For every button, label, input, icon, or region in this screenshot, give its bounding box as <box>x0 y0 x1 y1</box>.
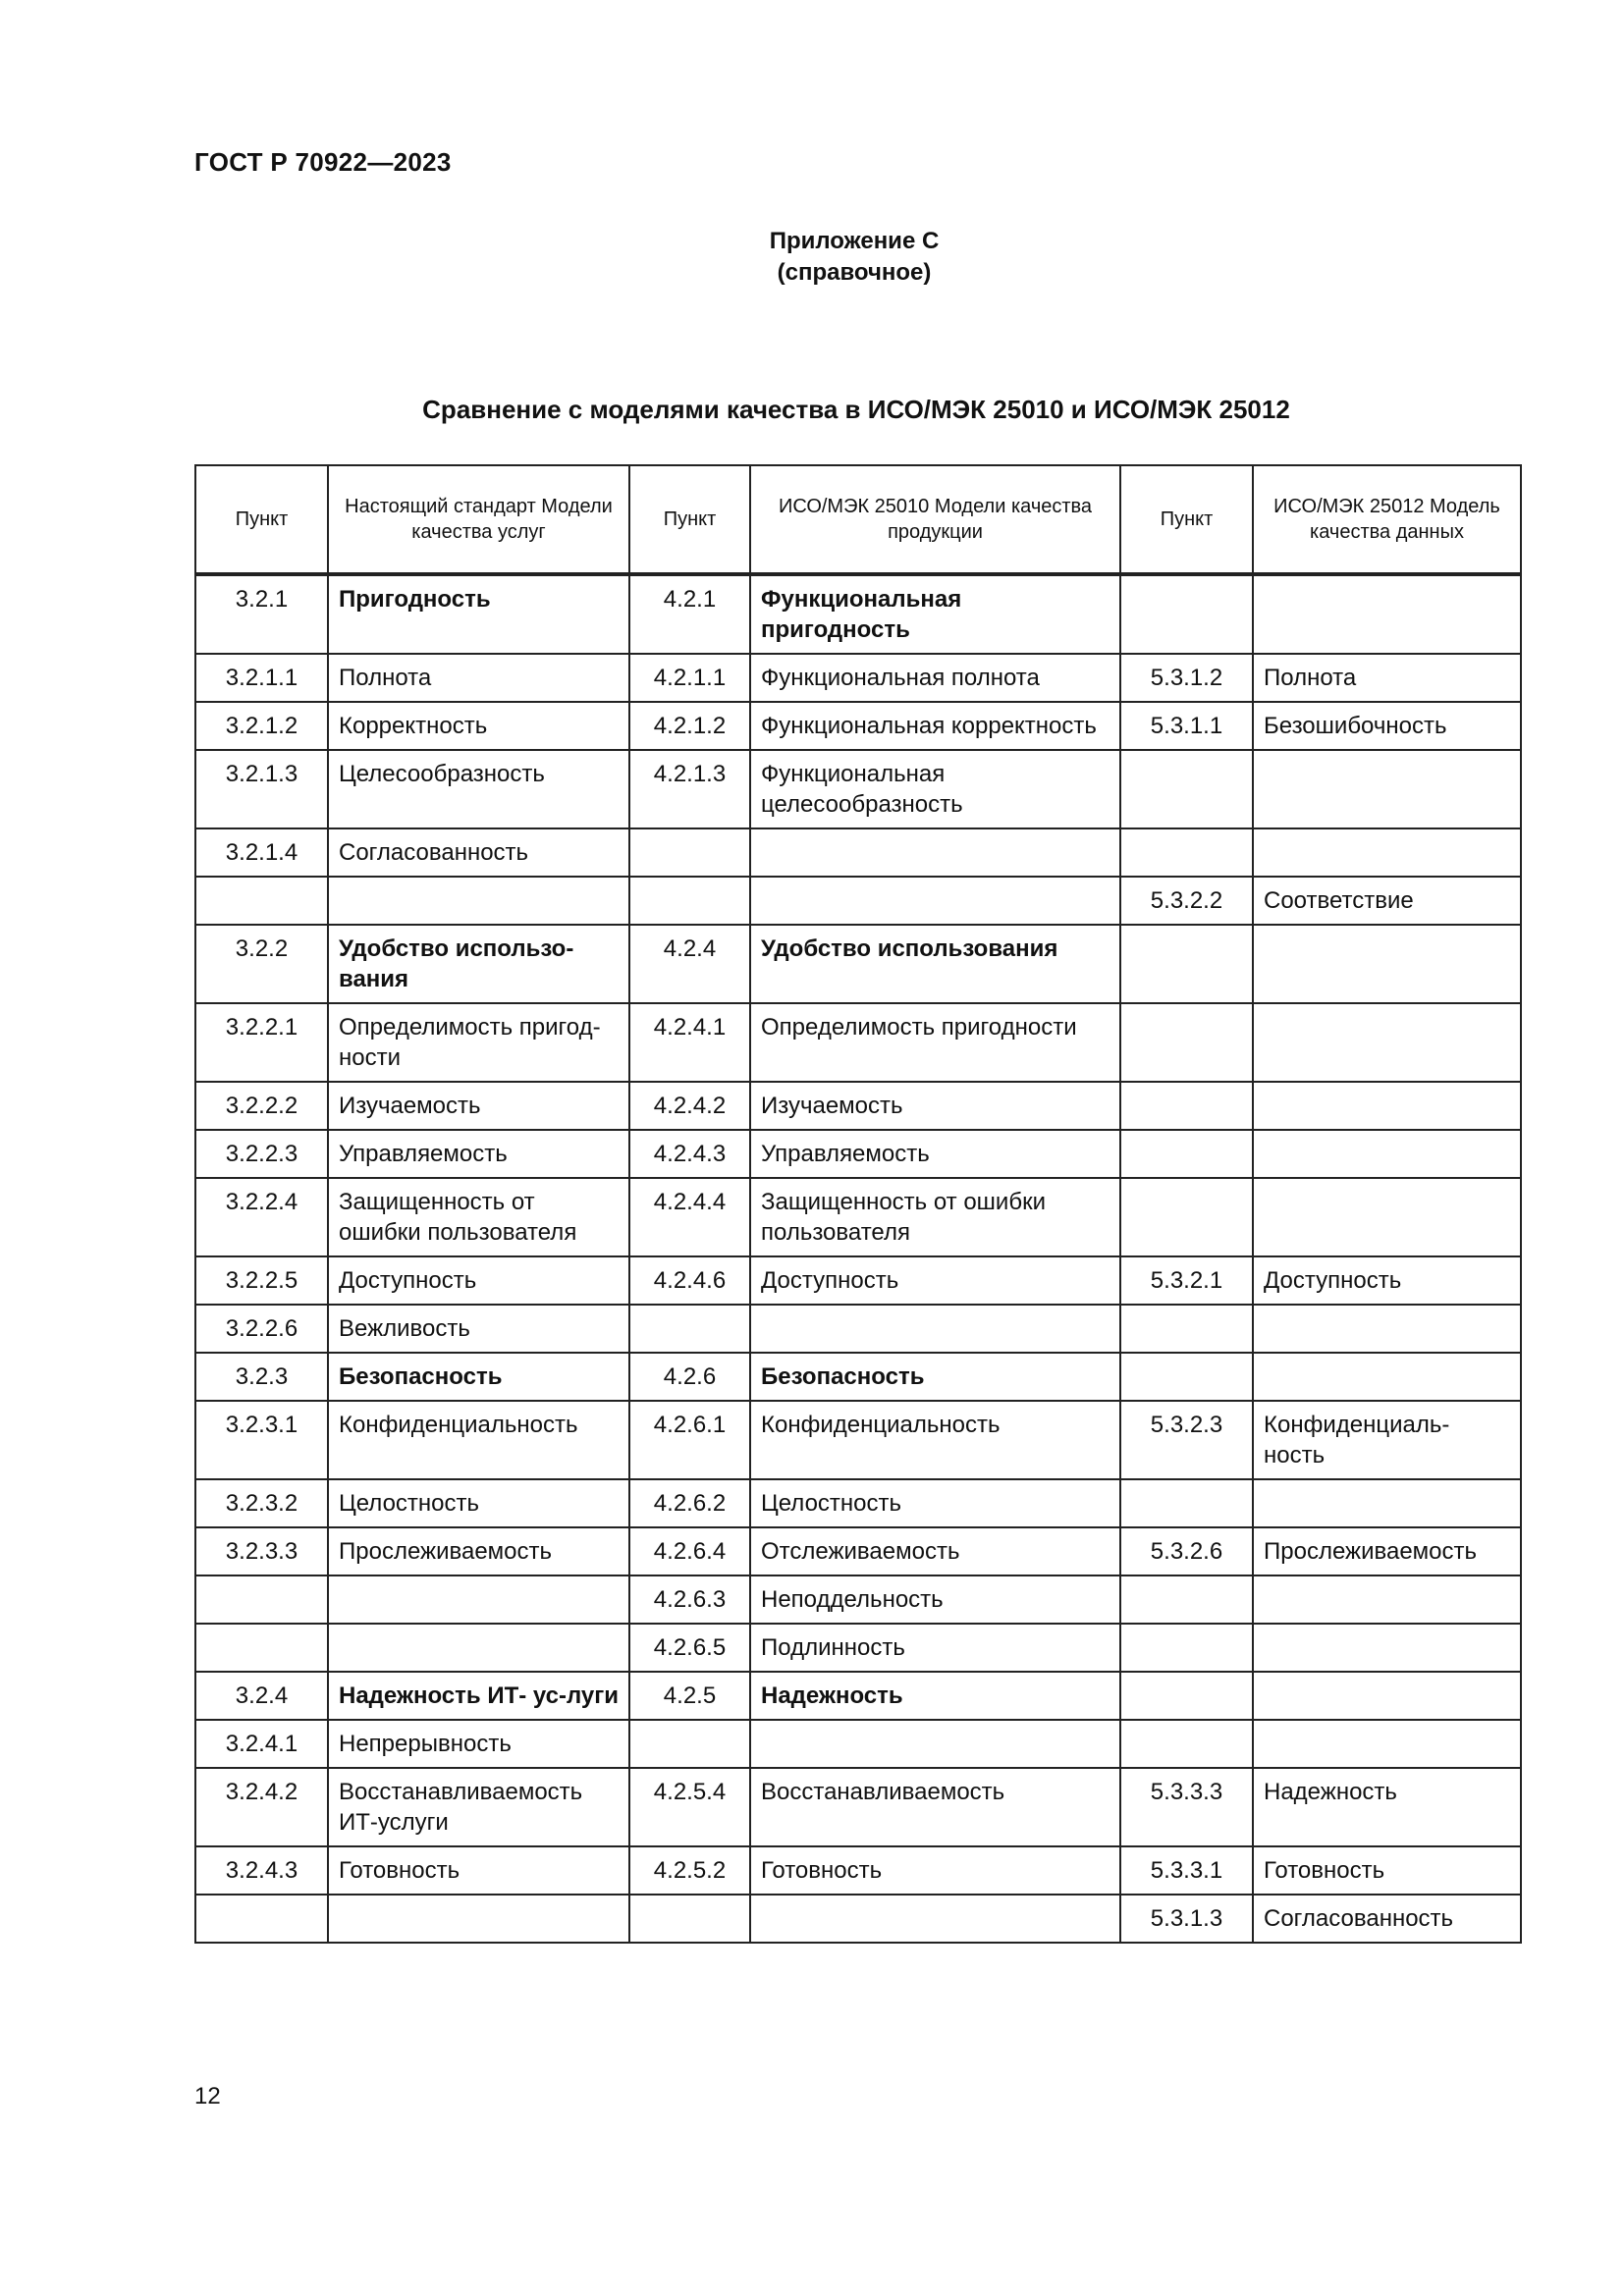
service-characteristic-cell <box>328 877 629 925</box>
clause-25012-cell <box>1120 1479 1253 1527</box>
table-row <box>195 1527 1521 1575</box>
product-characteristic-cell: Готовность <box>750 1846 1120 1895</box>
clause-25010-cell: 4.2.4.1 <box>629 1003 750 1082</box>
table-row <box>195 828 1521 877</box>
service-characteristic-cell: Пригодность <box>328 574 629 654</box>
clause-25010-cell <box>629 1305 750 1353</box>
table-body <box>195 574 1521 1943</box>
col-header-iso-25012: ИСО/МЭК 25012 Модель качества данных <box>1253 465 1521 574</box>
service-characteristic-cell <box>328 1624 629 1672</box>
data-characteristic-cell: Готовность <box>1253 1846 1521 1895</box>
clause-25012-cell: 5.3.2.2 <box>1120 877 1253 925</box>
data-characteristic-cell <box>1253 1130 1521 1178</box>
product-characteristic-cell: Определимость пригодности <box>750 1003 1120 1082</box>
product-characteristic-cell: Подлинность <box>750 1624 1120 1672</box>
data-characteristic-cell: Надежность <box>1253 1768 1521 1846</box>
clause-cell: 3.2.1 <box>195 574 328 654</box>
clause-25010-cell: 4.2.1.3 <box>629 750 750 828</box>
clause-25012-cell <box>1120 1720 1253 1768</box>
service-characteristic-cell: Согласованность <box>328 828 629 877</box>
clause-25010-cell: 4.2.4.2 <box>629 1082 750 1130</box>
clause-25010-cell: 4.2.6 <box>629 1353 750 1401</box>
clause-25012-cell <box>1120 1672 1253 1720</box>
clause-cell: 3.2.2.5 <box>195 1256 328 1305</box>
table-row <box>195 702 1521 750</box>
data-characteristic-cell <box>1253 1178 1521 1256</box>
clause-cell: 3.2.2.1 <box>195 1003 328 1082</box>
clause-25010-cell: 4.2.4 <box>629 925 750 1003</box>
clause-25012-cell <box>1120 750 1253 828</box>
product-characteristic-cell: Доступность <box>750 1256 1120 1305</box>
clause-25010-cell <box>629 877 750 925</box>
table-row <box>195 1672 1521 1720</box>
service-characteristic-cell: Восстанавливаемость ИТ-услуги <box>328 1768 629 1846</box>
table-row <box>195 1256 1521 1305</box>
table-row <box>195 1130 1521 1178</box>
clause-cell: 3.2.3.1 <box>195 1401 328 1479</box>
appendix-subtitle: (справочное) <box>777 259 932 286</box>
service-characteristic-cell: Целесообразность <box>328 750 629 828</box>
clause-cell: 3.2.1.2 <box>195 702 328 750</box>
data-characteristic-cell: Полнота <box>1253 654 1521 702</box>
product-characteristic-cell: Функциональная полнота <box>750 654 1120 702</box>
clause-25012-cell <box>1120 1575 1253 1624</box>
service-characteristic-cell: Удобство использо-вания <box>328 925 629 1003</box>
data-characteristic-cell <box>1253 1003 1521 1082</box>
product-characteristic-cell: Функциональная корректность <box>750 702 1120 750</box>
product-characteristic-cell: Безопасность <box>750 1353 1120 1401</box>
clause-cell: 3.2.1.4 <box>195 828 328 877</box>
clause-cell: 3.2.4 <box>195 1672 328 1720</box>
data-characteristic-cell <box>1253 1672 1521 1720</box>
table-row <box>195 1305 1521 1353</box>
table-row <box>195 1401 1521 1479</box>
product-characteristic-cell: Восстанавливаемость <box>750 1768 1120 1846</box>
table-row <box>195 1178 1521 1256</box>
clause-25010-cell: 4.2.1.2 <box>629 702 750 750</box>
clause-cell <box>195 1895 328 1943</box>
data-characteristic-cell <box>1253 750 1521 828</box>
clause-25012-cell <box>1120 1305 1253 1353</box>
product-characteristic-cell <box>750 1895 1120 1943</box>
clause-25010-cell: 4.2.4.4 <box>629 1178 750 1256</box>
service-characteristic-cell: Целостность <box>328 1479 629 1527</box>
service-characteristic-cell: Полнота <box>328 654 629 702</box>
service-characteristic-cell: Управляемость <box>328 1130 629 1178</box>
clause-cell: 3.2.4.1 <box>195 1720 328 1768</box>
clause-25012-cell: 5.3.3.3 <box>1120 1768 1253 1846</box>
product-characteristic-cell <box>750 877 1120 925</box>
table-row <box>195 1353 1521 1401</box>
clause-cell: 3.2.3 <box>195 1353 328 1401</box>
clause-25010-cell: 4.2.1.1 <box>629 654 750 702</box>
col-header-clause: Пункт <box>195 465 328 574</box>
clause-25012-cell: 5.3.2.3 <box>1120 1401 1253 1479</box>
clause-25010-cell <box>629 1720 750 1768</box>
clause-25010-cell <box>629 828 750 877</box>
data-characteristic-cell <box>1253 574 1521 654</box>
table-row <box>195 1720 1521 1768</box>
clause-cell: 3.2.2.2 <box>195 1082 328 1130</box>
table-header-row <box>195 465 1521 574</box>
clause-25012-cell: 5.3.3.1 <box>1120 1846 1253 1895</box>
clause-cell: 3.2.2.6 <box>195 1305 328 1353</box>
table-row <box>195 1768 1521 1846</box>
page-number: 12 <box>194 2083 221 2109</box>
product-characteristic-cell: Функциональная пригодность <box>750 574 1120 654</box>
clause-cell: 3.2.3.3 <box>195 1527 328 1575</box>
table-row <box>195 750 1521 828</box>
product-characteristic-cell: Функциональная целесообразность <box>750 750 1120 828</box>
data-characteristic-cell: Доступность <box>1253 1256 1521 1305</box>
service-characteristic-cell: Конфиденциальность <box>328 1401 629 1479</box>
clause-25010-cell: 4.2.6.3 <box>629 1575 750 1624</box>
clause-cell: 3.2.4.3 <box>195 1846 328 1895</box>
clause-25010-cell: 4.2.6.5 <box>629 1624 750 1672</box>
data-characteristic-cell <box>1253 925 1521 1003</box>
data-characteristic-cell <box>1253 1624 1521 1672</box>
data-characteristic-cell <box>1253 1353 1521 1401</box>
clause-cell: 3.2.3.2 <box>195 1479 328 1527</box>
service-characteristic-cell: Доступность <box>328 1256 629 1305</box>
clause-25012-cell: 5.3.1.3 <box>1120 1895 1253 1943</box>
data-characteristic-cell <box>1253 828 1521 877</box>
service-characteristic-cell: Надежность ИТ- ус-луги <box>328 1672 629 1720</box>
product-characteristic-cell <box>750 1305 1120 1353</box>
clause-25010-cell: 4.2.1 <box>629 574 750 654</box>
service-characteristic-cell <box>328 1895 629 1943</box>
product-characteristic-cell: Неподдельность <box>750 1575 1120 1624</box>
product-characteristic-cell: Защищенность от ошибки пользователя <box>750 1178 1120 1256</box>
clause-cell: 3.2.4.2 <box>195 1768 328 1846</box>
table-row <box>195 1082 1521 1130</box>
col-header-clause-25010: Пункт <box>629 465 750 574</box>
col-header-this-standard: Настоящий стандарт Модели качества услуг <box>328 465 629 574</box>
product-characteristic-cell: Удобство использования <box>750 925 1120 1003</box>
service-characteristic-cell: Вежливость <box>328 1305 629 1353</box>
clause-25010-cell: 4.2.6.4 <box>629 1527 750 1575</box>
table-row <box>195 1003 1521 1082</box>
clause-25012-cell <box>1120 1624 1253 1672</box>
data-characteristic-cell <box>1253 1479 1521 1527</box>
clause-25012-cell <box>1120 1353 1253 1401</box>
product-characteristic-cell: Надежность <box>750 1672 1120 1720</box>
data-characteristic-cell <box>1253 1575 1521 1624</box>
table-row <box>195 1479 1521 1527</box>
clause-25012-cell: 5.3.1.1 <box>1120 702 1253 750</box>
clause-25012-cell <box>1120 1130 1253 1178</box>
data-characteristic-cell: Согласованность <box>1253 1895 1521 1943</box>
document-header: ГОСТ Р 70922—2023 <box>194 147 452 177</box>
comparison-table <box>194 464 1522 1944</box>
clause-25010-cell: 4.2.4.3 <box>629 1130 750 1178</box>
clause-25012-cell <box>1120 1003 1253 1082</box>
clause-25010-cell: 4.2.5.2 <box>629 1846 750 1895</box>
service-characteristic-cell: Защищенность от ошибки пользователя <box>328 1178 629 1256</box>
table-title: Сравнение с моделями качества в ИСО/МЭК 25010 и ИСО/МЭК 25012 <box>422 395 1290 424</box>
service-characteristic-cell: Прослеживаемость <box>328 1527 629 1575</box>
clause-25012-cell <box>1120 574 1253 654</box>
product-characteristic-cell: Управляемость <box>750 1130 1120 1178</box>
clause-cell: 3.2.1.1 <box>195 654 328 702</box>
clause-25012-cell <box>1120 925 1253 1003</box>
service-characteristic-cell: Непрерывность <box>328 1720 629 1768</box>
data-characteristic-cell <box>1253 1082 1521 1130</box>
table-row <box>195 1575 1521 1624</box>
clause-25012-cell <box>1120 1082 1253 1130</box>
appendix-heading <box>0 226 1624 289</box>
table-row <box>195 925 1521 1003</box>
service-characteristic-cell: Безопасность <box>328 1353 629 1401</box>
clause-cell <box>195 1624 328 1672</box>
clause-25010-cell: 4.2.5.4 <box>629 1768 750 1846</box>
data-characteristic-cell: Безошибочность <box>1253 702 1521 750</box>
col-header-clause-25012: Пункт <box>1120 465 1253 574</box>
clause-25012-cell <box>1120 1178 1253 1256</box>
clause-cell <box>195 877 328 925</box>
product-characteristic-cell: Отслеживаемость <box>750 1527 1120 1575</box>
clause-25010-cell <box>629 1895 750 1943</box>
data-characteristic-cell <box>1253 1305 1521 1353</box>
product-characteristic-cell: Конфиденциальность <box>750 1401 1120 1479</box>
clause-cell: 3.2.2.3 <box>195 1130 328 1178</box>
clause-25010-cell: 4.2.5 <box>629 1672 750 1720</box>
data-characteristic-cell: Соответствие <box>1253 877 1521 925</box>
service-characteristic-cell: Готовность <box>328 1846 629 1895</box>
clause-25012-cell: 5.3.1.2 <box>1120 654 1253 702</box>
clause-25012-cell <box>1120 828 1253 877</box>
clause-25010-cell: 4.2.4.6 <box>629 1256 750 1305</box>
col-header-iso-25010: ИСО/МЭК 25010 Модели качества продукции <box>750 465 1120 574</box>
table-row <box>195 574 1521 654</box>
clause-25012-cell: 5.3.2.6 <box>1120 1527 1253 1575</box>
service-characteristic-cell: Корректность <box>328 702 629 750</box>
product-characteristic-cell: Изучаемость <box>750 1082 1120 1130</box>
service-characteristic-cell <box>328 1575 629 1624</box>
clause-25012-cell: 5.3.2.1 <box>1120 1256 1253 1305</box>
clause-cell <box>195 1575 328 1624</box>
table-row <box>195 654 1521 702</box>
product-characteristic-cell <box>750 1720 1120 1768</box>
clause-25010-cell: 4.2.6.2 <box>629 1479 750 1527</box>
data-characteristic-cell <box>1253 1720 1521 1768</box>
clause-25010-cell: 4.2.6.1 <box>629 1401 750 1479</box>
service-characteristic-cell: Изучаемость <box>328 1082 629 1130</box>
service-characteristic-cell: Определимость пригод-ности <box>328 1003 629 1082</box>
data-characteristic-cell: Конфиденциаль-ность <box>1253 1401 1521 1479</box>
table-row <box>195 1624 1521 1672</box>
clause-cell: 3.2.1.3 <box>195 750 328 828</box>
clause-cell: 3.2.2 <box>195 925 328 1003</box>
product-characteristic-cell: Целостность <box>750 1479 1120 1527</box>
table-row <box>195 1895 1521 1943</box>
product-characteristic-cell <box>750 828 1120 877</box>
data-characteristic-cell: Прослеживаемость <box>1253 1527 1521 1575</box>
appendix-title: Приложение С <box>769 228 940 254</box>
table-row <box>195 1846 1521 1895</box>
clause-cell: 3.2.2.4 <box>195 1178 328 1256</box>
table-row <box>195 877 1521 925</box>
